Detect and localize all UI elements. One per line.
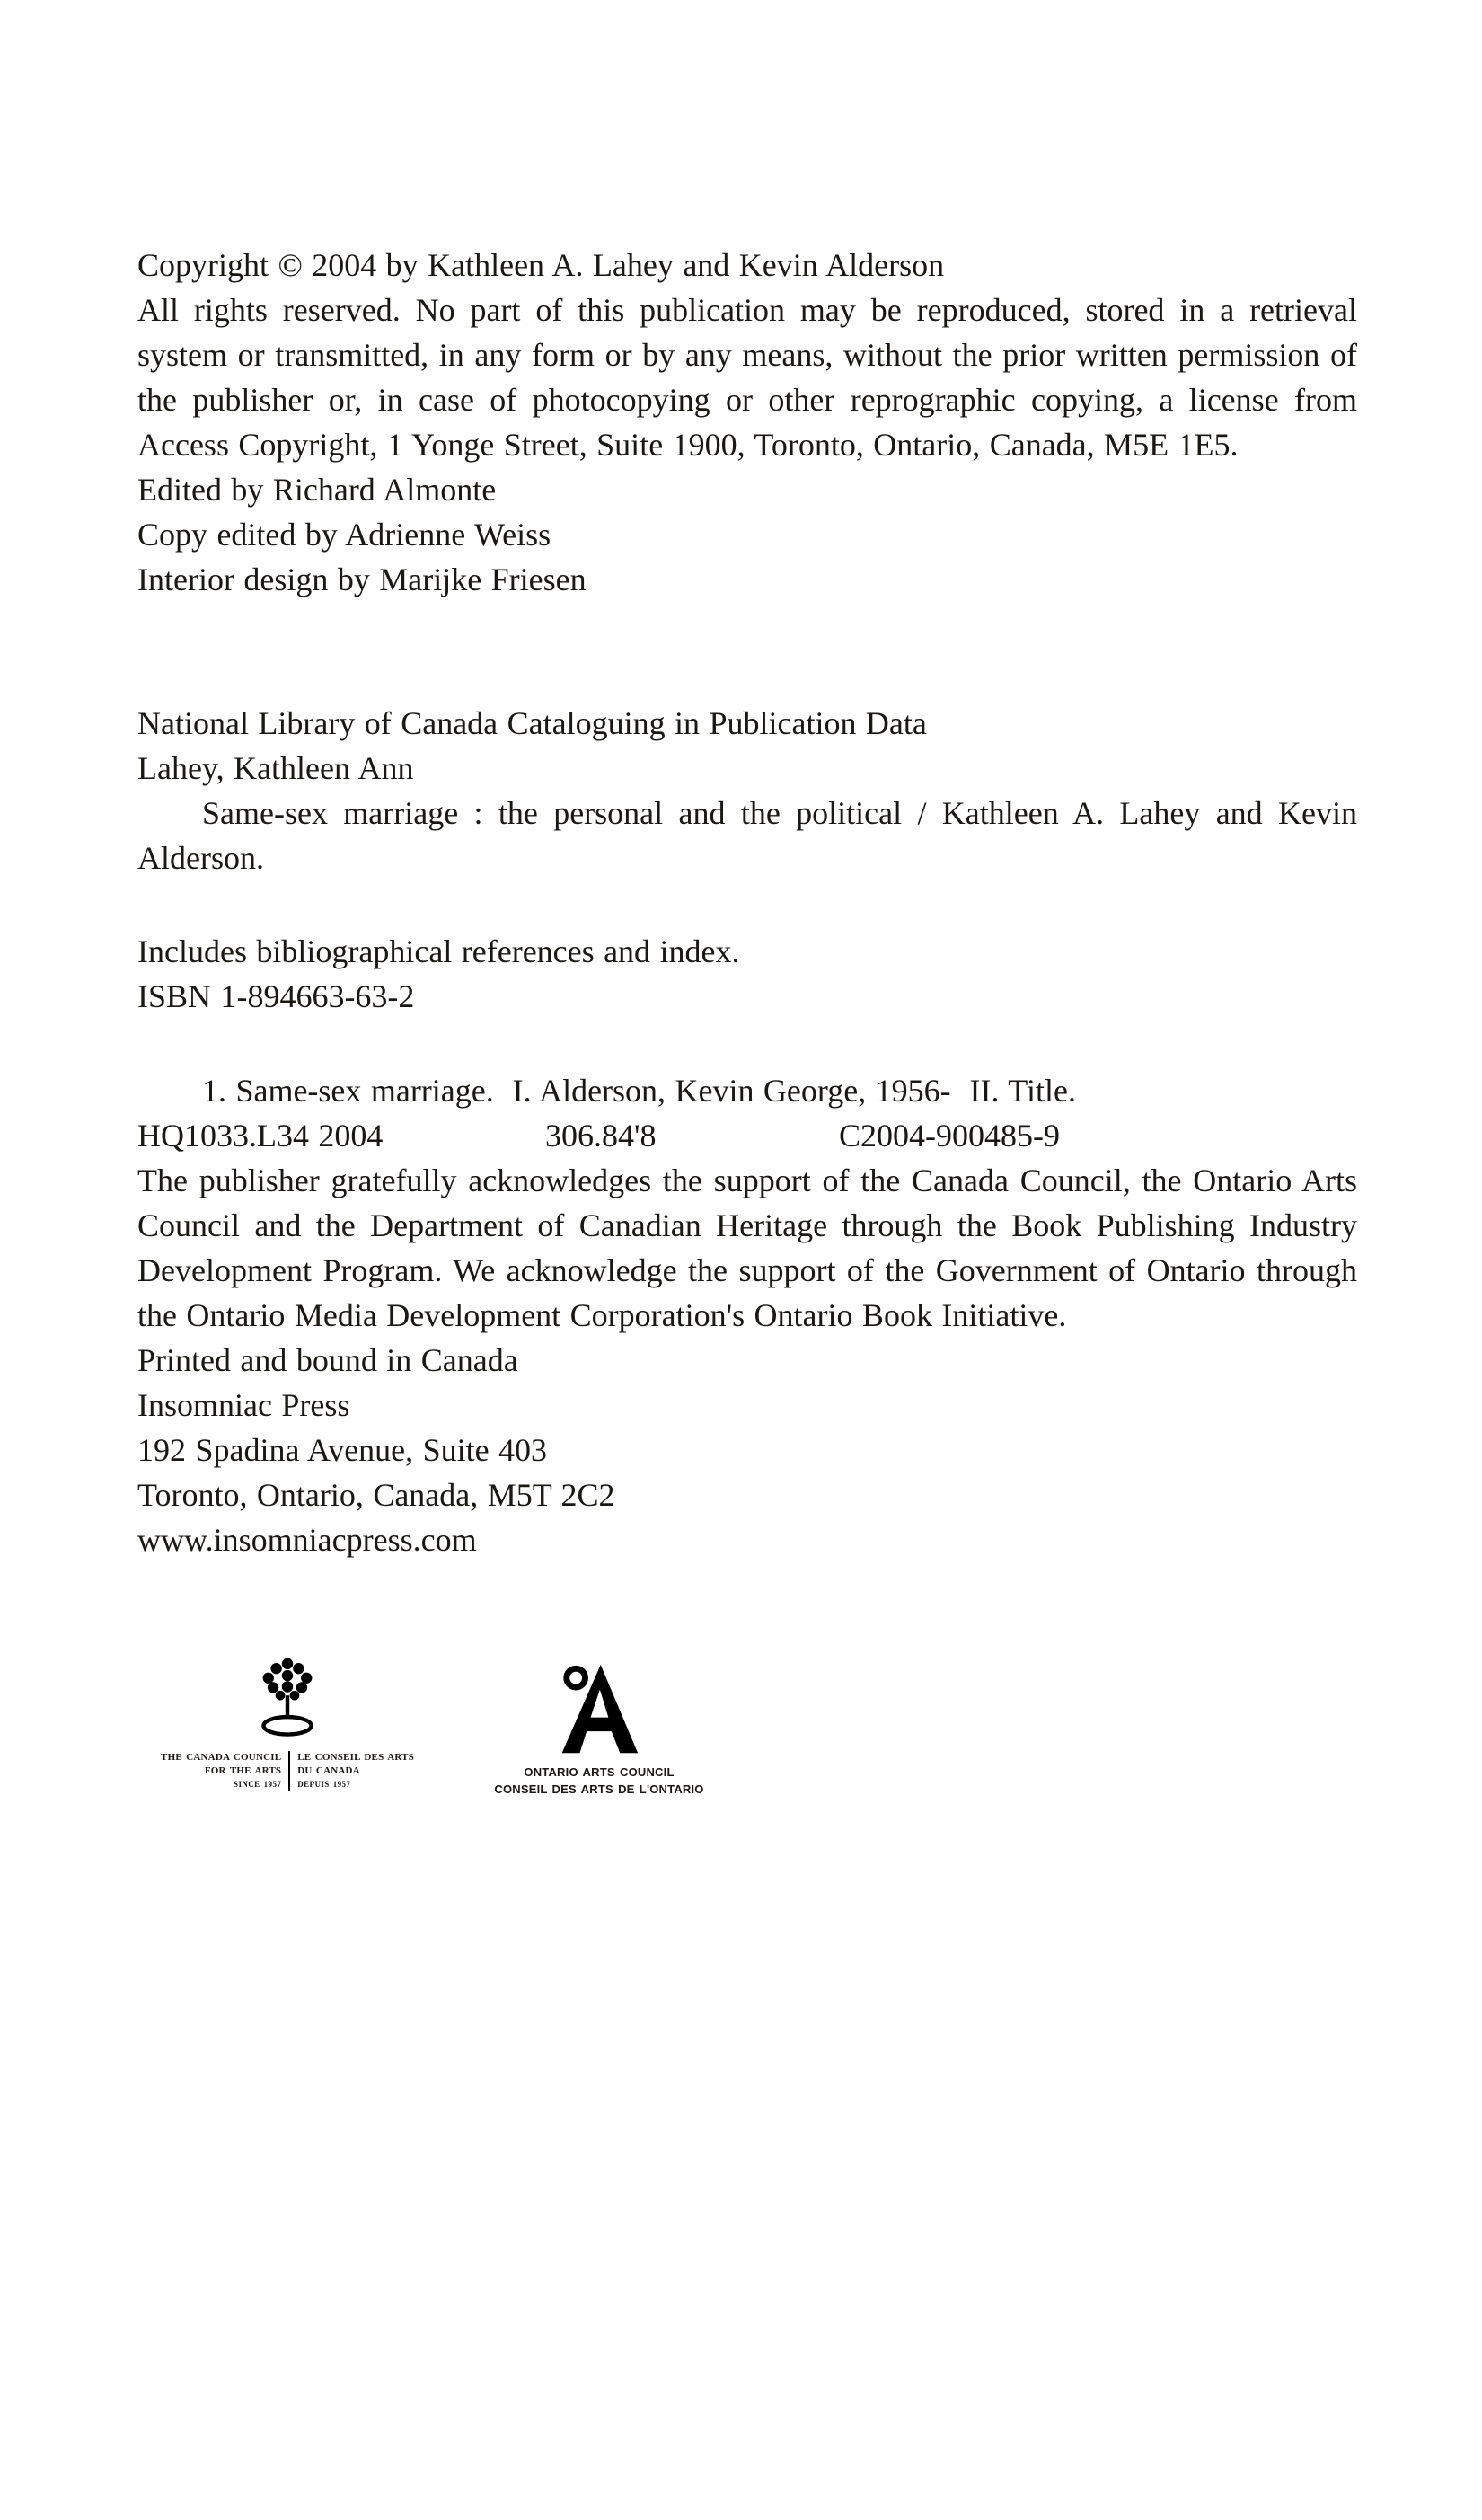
cc-wordmark-line: DEPUIS 1957 [297,1780,351,1789]
publisher-name: Insomniac Press [137,1387,350,1423]
printed-line: Printed and bound in Canada [137,1342,518,1378]
edited-by-line: Edited by Richard Almonte [137,472,497,508]
oac-wordmark-line2: CONSEIL DES ARTS DE L'ONTARIO [494,1782,704,1796]
stylized-a-icon [560,1665,639,1755]
ontario-arts-council-wordmark [484,1764,714,1798]
funder-logos-row [137,1656,1357,1867]
cip-isbn-line: ISBN 1-894663-63-2 [137,978,415,1014]
cc-wordmark-line: SINCE 1957 [234,1780,282,1789]
acknowledgement-paragraph: The publisher gratefully acknowledges the support of the Canada Council, the Ontario Arts Council and the Department of Canadian Heritage through the Book Publishing Industry Development Program. We acknowledge the support of the Government of Ontario through the Ontario Media Development Corporation's Ontario Book Initiative. [137,1163,1357,1333]
credits-block [137,467,1357,602]
canada-council-wordmark-english [161,1751,290,1791]
publisher-block [137,1383,1357,1562]
page-text-block [137,243,1357,1867]
cip-author-line: Lahey, Kathleen Ann [137,750,414,786]
cc-wordmark-line: DU CANADA [297,1765,360,1776]
canada-council-wordmark [137,1751,437,1791]
cip-numbers-row [137,1113,1357,1158]
publisher-website: www.insomniacpress.com [137,1522,477,1558]
cip-control-number: C2004-900485-9 [839,1118,1060,1154]
tree-icon [251,1656,323,1738]
cip-isbn-block [137,929,1357,1019]
cip-subject-line: 1. Same-sex marriage. I. Alderson, Kevin George, 1956- II. Title. [202,1073,1076,1109]
canada-council-wordmark-french [290,1751,414,1791]
publisher-address-line1: 192 Spadina Avenue, Suite 403 [137,1432,548,1468]
oac-wordmark-line1: ONTARIO ARTS COUNCIL [524,1765,675,1779]
cc-wordmark-line: FOR THE ARTS [204,1765,282,1776]
interior-design-line: Interior design by Marijke Friesen [137,561,587,597]
cip-entry-block [137,746,1357,880]
ontario-arts-council-logo [484,1665,714,1798]
cc-wordmark-line: LE CONSEIL DES ARTS [297,1752,414,1763]
publisher-address-line2: Toronto, Ontario, Canada, M5T 2C2 [137,1477,615,1513]
cc-wordmark-line: THE CANADA COUNCIL [161,1752,282,1763]
cip-title-entry: Same-sex marriage : the personal and the political / Kathleen A. Lahey and Kevin Alderson. [137,795,1357,876]
cip-call-number: HQ1033.L34 2004 [137,1118,384,1154]
copy-edited-line: Copy edited by Adrienne Weiss [137,517,551,553]
cip-includes-line: Includes bibliographical references and index. [137,933,740,969]
rights-paragraph: All rights reserved. No part of this publication may be reproduced, stored in a retrieval system or transmitted, in any form or by any means, without the prior written permission of the publisher or, in case of photocopying or other reprographic copying, a license from Access Copyright, 1 Yonge Street, Suite 1900, Toronto, Ontario, Canada, M5E 1E5. [137,292,1357,463]
copyright-line: Copyright © 2004 by Kathleen A. Lahey and Kevin Alderson [137,247,945,283]
cip-heading: National Library of Canada Cataloguing in Publication Data [137,705,927,741]
canada-council-logo [137,1656,437,1791]
cip-dewey-number: 306.84'8 [545,1118,657,1154]
